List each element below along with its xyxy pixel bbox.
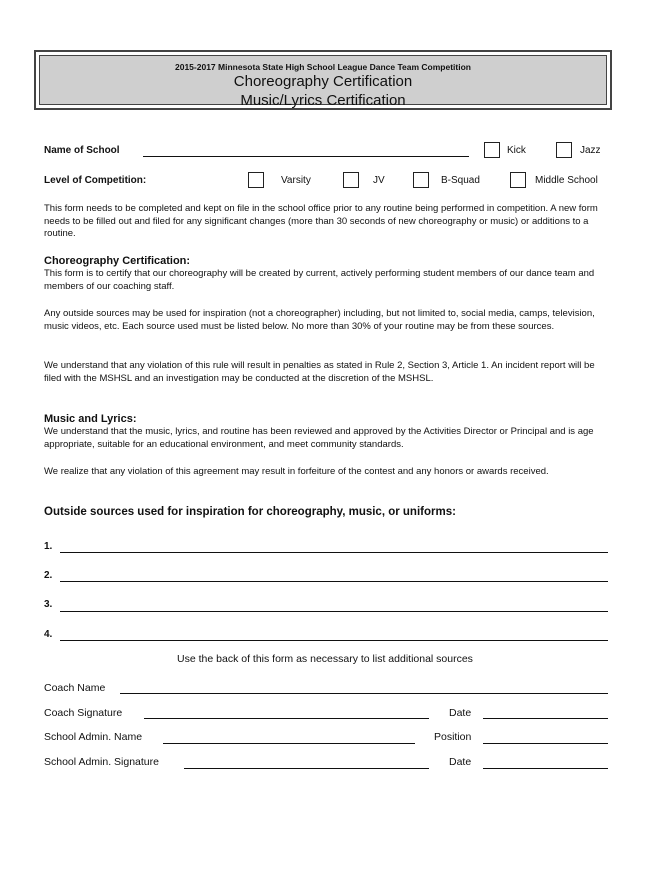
sources-heading: Outside sources used for inspiration for choreography, music, or uniforms: xyxy=(44,506,456,518)
school-name-field[interactable] xyxy=(143,156,469,157)
coach-date-field[interactable] xyxy=(483,718,608,719)
admin-position-field[interactable] xyxy=(483,743,608,744)
source-line-1[interactable] xyxy=(60,552,608,553)
jv-checkbox[interactable] xyxy=(343,172,359,188)
source-number-3: 3. xyxy=(44,599,53,610)
source-line-2[interactable] xyxy=(60,581,608,582)
choreography-paragraph-2: Any outside sources may be used for inspiration (not a choreographer) including, but not limited to, social media, camps, television, music videos, etc. Each source used must be listed below. No more than 30% of your routine may be from these sources. xyxy=(44,308,595,332)
jazz-label: Jazz xyxy=(580,145,601,156)
school-name-label: Name of School xyxy=(44,145,120,156)
intro-paragraph: This form needs to be completed and kept on file in the school office prior to any routine being performed in competition. A new form needs to be filled out and filed for any significant changes (more than 30 seconds of new choreography or music) or additions to a routine. xyxy=(44,203,598,239)
kick-checkbox[interactable] xyxy=(484,142,500,158)
source-number-2: 2. xyxy=(44,570,53,581)
music-paragraph-1: We understand that the music, lyrics, and routine has been reviewed and approved by the Activities Director or Principal and is age appropriate, suitable for an educational environment, and meet community standards. xyxy=(44,426,594,450)
header-title-choreography: Choreography Certification xyxy=(233,73,413,90)
admin-name-field[interactable] xyxy=(163,743,415,744)
header-subtitle: 2015-2017 Minnesota State High School League Dance Team Competition xyxy=(175,62,471,72)
admin-signature-field[interactable] xyxy=(184,768,429,769)
source-line-3[interactable] xyxy=(60,611,608,612)
jv-label: JV xyxy=(373,175,385,186)
jazz-checkbox[interactable] xyxy=(556,142,572,158)
form-header xyxy=(34,50,612,110)
choreography-paragraph-1: This form is to certify that our choreography will be created by current, actively performing student members of our dance team and members of our coaching staff. xyxy=(44,268,595,292)
middle-school-checkbox[interactable] xyxy=(510,172,526,188)
choreography-heading: Choreography Certification: xyxy=(44,255,191,267)
admin-date-field[interactable] xyxy=(483,768,608,769)
kick-label: Kick xyxy=(507,145,526,156)
coach-signature-field[interactable] xyxy=(144,718,429,719)
admin-position-label: Position xyxy=(434,731,472,743)
source-number-1: 1. xyxy=(44,541,53,552)
coach-signature-label: Coach Signature xyxy=(44,707,123,719)
header-title-music: Music/Lyrics Certification xyxy=(240,92,406,109)
admin-name-label: School Admin. Name xyxy=(44,731,143,743)
coach-date-label: Date xyxy=(449,707,472,719)
sources-note: Use the back of this form as necessary to list additional sources xyxy=(177,653,473,665)
admin-date-label: Date xyxy=(449,756,472,768)
music-paragraph-2: We realize that any violation of this agreement may result in forfeiture of the contest and any honors or awards received. xyxy=(44,466,549,477)
coach-name-field[interactable] xyxy=(120,693,608,694)
b-squad-label: B-Squad xyxy=(441,175,480,186)
source-line-4[interactable] xyxy=(60,640,608,641)
varsity-label: Varsity xyxy=(281,175,311,186)
varsity-checkbox[interactable] xyxy=(248,172,264,188)
admin-signature-label: School Admin. Signature xyxy=(44,756,159,768)
middle-school-label: Middle School xyxy=(535,175,598,186)
form-header-panel xyxy=(39,55,607,109)
b-squad-checkbox[interactable] xyxy=(413,172,429,188)
choreography-paragraph-3: We understand that any violation of this rule will result in penalties as stated in Rule 2, Section 3, Article 1. An incident report will be filed with the MSHSL and an investigation may be conducted at the discretion of the MSHSL. xyxy=(44,360,595,384)
competition-level-label: Level of Competition: xyxy=(44,175,147,186)
coach-name-label: Coach Name xyxy=(44,682,106,694)
music-heading: Music and Lyrics: xyxy=(44,413,137,425)
source-number-4: 4. xyxy=(44,629,53,640)
